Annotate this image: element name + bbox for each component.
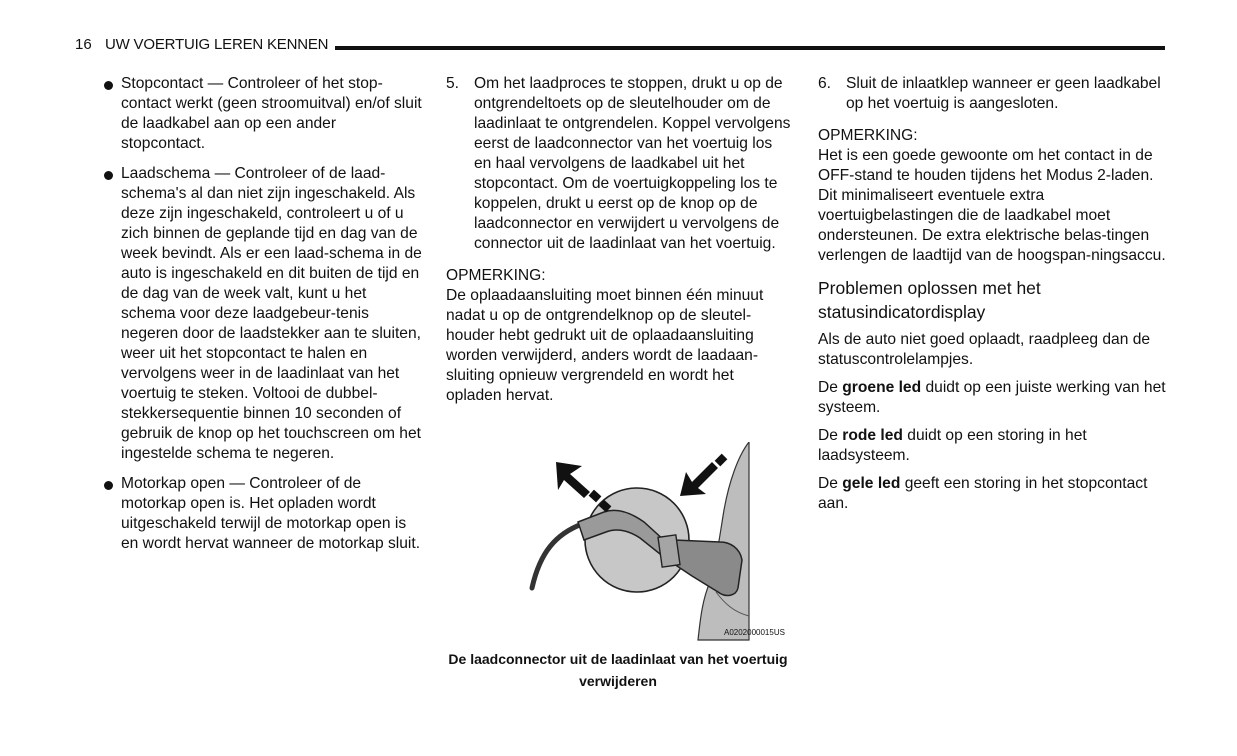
intro-text: Als de auto niet goed oplaadt, raadpleeg dan de statuscontrolelampjes. bbox=[818, 331, 1151, 368]
connector-coupler bbox=[658, 535, 680, 567]
step-5 bbox=[446, 74, 792, 254]
section-title: UW VOERTUIG LEREN KENNEN bbox=[105, 36, 329, 53]
led-item-yellow bbox=[818, 474, 1168, 514]
column-right bbox=[818, 74, 1168, 522]
press-button-arrow-icon bbox=[680, 454, 727, 496]
connector-drawing bbox=[520, 442, 790, 642]
step-6 bbox=[818, 74, 1168, 114]
note-text: Het is een goede gewoonte om het contact in de OFF-stand te houden tijdens het Modus 2-laden. Dit minimaliseert eventuele extra voertuigbelastingen die de laadkabel moet ondersteunen. De extra elektrische belas-tingen verlengen de laadtijd van de hoogspan-ningsaccu. bbox=[818, 147, 1166, 264]
header-rule bbox=[335, 46, 1165, 50]
note-heading: OPMERKING: bbox=[818, 127, 918, 144]
bullet-dot-icon bbox=[104, 481, 113, 490]
figure-caption: De laadconnector uit de laadinlaat van het voertuig verwijderen bbox=[448, 651, 788, 689]
pull-out-arrow-icon bbox=[556, 462, 611, 512]
led-label: gele led bbox=[842, 475, 901, 492]
page-header bbox=[75, 34, 1165, 58]
bullet-text: Motorkap open — Controleer of de motorkap open is. Het opladen wordt uitgeschakeld terwijl de motorkap open is en wordt hervat wanneer de motorkap sluit. bbox=[121, 475, 421, 552]
step-number: 5. bbox=[446, 75, 460, 92]
led-label: groene led bbox=[842, 379, 922, 396]
subsection-heading: Problemen oplossen met het statusindicatordisplay bbox=[818, 278, 1041, 322]
bullet-item bbox=[102, 164, 424, 464]
figure-code: A0202000015US bbox=[724, 628, 785, 637]
column-left bbox=[102, 74, 424, 564]
led-prefix: De bbox=[818, 475, 843, 492]
led-prefix: De bbox=[818, 379, 843, 396]
bullet-item bbox=[102, 74, 424, 154]
led-prefix: De bbox=[818, 427, 843, 444]
led-description: duidt op een juiste werking van het systeem. bbox=[818, 379, 1166, 416]
bullet-text: Laadschema — Controleer of de laad-schema's al dan niet zijn ingeschakeld. Als deze zijn ingeschakeld, controleert u of u zich binnen de geplande tijd en dag van de week bevindt. Als er een laad-schema in de auto is ingeschakeld en dit buiten de tijd en de dag van de week valt, kunt u het schema voor deze laadgebeur-tenis negeren door de laadstekker aan te sluiten, weer uit het stopcontact te halen en vervolgens weer in de laadinlaat van het voertuig te steken. Voltooi de dubbel-stekkersequentie binnen 10 seconden of gebruik de knop op het touchscreen om het ingestelde schema te negeren. bbox=[121, 165, 422, 462]
bullet-dot-icon bbox=[104, 171, 113, 180]
led-item-red bbox=[818, 426, 1168, 466]
page-number: 16 bbox=[75, 36, 92, 53]
led-label: rode led bbox=[842, 427, 903, 444]
connector-illustration bbox=[520, 442, 790, 642]
led-description: duidt op een storing in het laadsysteem. bbox=[818, 427, 1087, 464]
bullet-item bbox=[102, 474, 424, 554]
step-text: Om het laadproces te stoppen, drukt u op de ontgrendeltoets op de sleutelhouder om de laadinlaat te ontgrendelen. Koppel vervolgens eerst de laadconnector van het voertuig los en haal vervolgens de laadkabel uit het stopcontact. Om de voertuigkoppeling los te koppelen, drukt u eerst op de knop op de laadconnector en verwijdert u vervolgens de connector uit de laadinlaat van het voertuig. bbox=[474, 75, 791, 252]
led-item-green bbox=[818, 378, 1168, 418]
charge-cable bbox=[532, 524, 582, 588]
led-description: geeft een storing in het stopcontact aan. bbox=[818, 475, 1148, 512]
column-middle bbox=[446, 74, 792, 406]
step-number: 6. bbox=[818, 75, 832, 92]
bullet-dot-icon bbox=[104, 81, 113, 90]
bullet-text: Stopcontact — Controleer of het stop-contact werkt (geen stroomuitval) en/of sluit de laadkabel aan op een ander stopcontact. bbox=[121, 75, 422, 152]
step-text: Sluit de inlaatklep wanneer er geen laadkabel op het voertuig is aangesloten. bbox=[846, 75, 1161, 112]
note-text: De oplaadaansluiting moet binnen één minuut nadat u op de ontgrendelknop op de sleutel-houder hebt gedrukt uit de oplaadaansluiting worden verwijderd, anders wordt de laadaan-sluiting opnieuw vergrendeld en wordt het opladen hervat. bbox=[446, 287, 764, 404]
note-heading: OPMERKING: bbox=[446, 267, 546, 284]
